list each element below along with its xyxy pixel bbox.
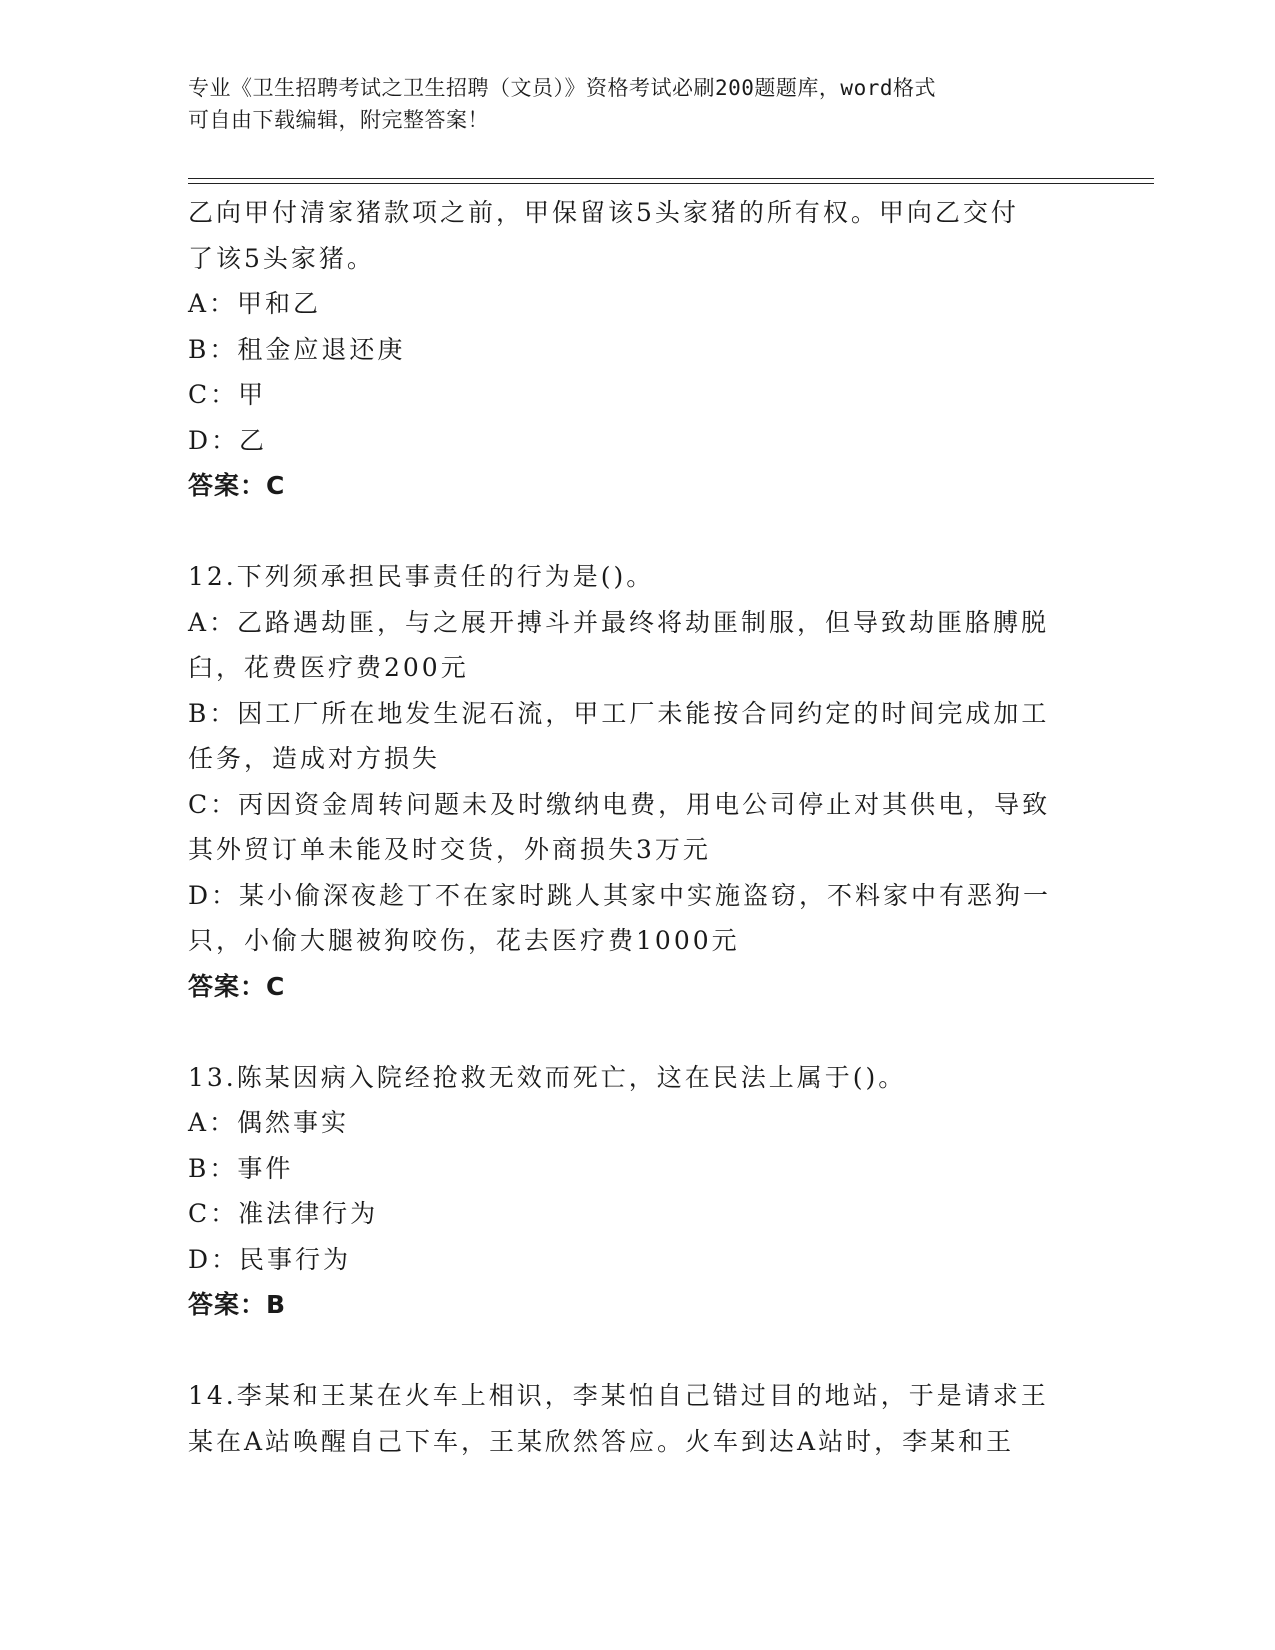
option-b: B：租金应退还庚 bbox=[188, 334, 406, 364]
option-d: D：民事行为 bbox=[188, 1244, 352, 1274]
header-line: 专业《卫生招聘考试之卫生招聘（文员）》资格考试必刷200题题库，word格式 bbox=[188, 76, 936, 100]
header-rule-bottom bbox=[188, 183, 1154, 184]
question-stem-line: 14.李某和王某在火车上相识，李某怕自己错过目的地站，于是请求王 bbox=[188, 1381, 1049, 1410]
option-c: C：准法律行为 bbox=[188, 1199, 379, 1228]
question-stem-line: 13.陈某因病入院经抢救无效而死亡，这在民法上属于()。 bbox=[188, 1062, 907, 1092]
question-stem-line: 乙向甲付清家猪款项之前，甲保留该5头家猪的所有权。甲向乙交付 bbox=[188, 198, 1019, 227]
question-11 bbox=[188, 190, 1088, 509]
option-b: B：因工厂所在地发生泥石流，甲工厂未能按合同约定的时间完成加工 bbox=[188, 698, 1050, 728]
header-rule-top bbox=[188, 178, 1154, 179]
option-d: D：乙 bbox=[188, 425, 268, 455]
option-a: A：偶然事实 bbox=[188, 1108, 350, 1137]
option-a-continued: 臼，花费医疗费200元 bbox=[188, 653, 469, 682]
question-12 bbox=[188, 554, 1088, 1009]
option-c: C：甲 bbox=[188, 380, 267, 409]
question-stem-line: 某在A站唤醒自己下车，王某欣然答应。火车到达A站时，李某和王 bbox=[188, 1426, 1015, 1456]
option-c-continued: 其外贸订单未能及时交货，外商损失3万元 bbox=[188, 835, 711, 864]
option-a: A：甲和乙 bbox=[188, 289, 322, 318]
question-stem-line: 了该5头家猪。 bbox=[188, 243, 375, 273]
document-body bbox=[188, 190, 1088, 1464]
option-d-continued: 只，小偷大腿被狗咬伤，花去医疗费1000元 bbox=[188, 926, 740, 955]
header-line: 可自由下载编辑，附完整答案！ bbox=[188, 108, 489, 132]
answer-line: 答案：C bbox=[188, 971, 286, 1001]
option-b-continued: 任务，造成对方损失 bbox=[188, 744, 441, 773]
option-c: C：丙因资金周转问题未及时缴纳电费，用电公司停止对其供电，导致 bbox=[188, 789, 1051, 819]
question-stem-line: 12.下列须承担民事责任的行为是()。 bbox=[188, 562, 655, 591]
answer-line: 答案：C bbox=[188, 471, 286, 500]
option-a: A：乙路遇劫匪，与之展开搏斗并最终将劫匪制服，但导致劫匪胳膊脱 bbox=[188, 607, 1050, 637]
question-14 bbox=[188, 1373, 1088, 1464]
option-d: D：某小偷深夜趁丁不在家时跳人其家中实施盗窃，不料家中有恶狗一 bbox=[188, 880, 1052, 910]
question-13 bbox=[188, 1055, 1088, 1328]
answer-line: 答案：B bbox=[188, 1290, 287, 1319]
option-b: B：事件 bbox=[188, 1153, 294, 1183]
document-header bbox=[188, 72, 1068, 136]
